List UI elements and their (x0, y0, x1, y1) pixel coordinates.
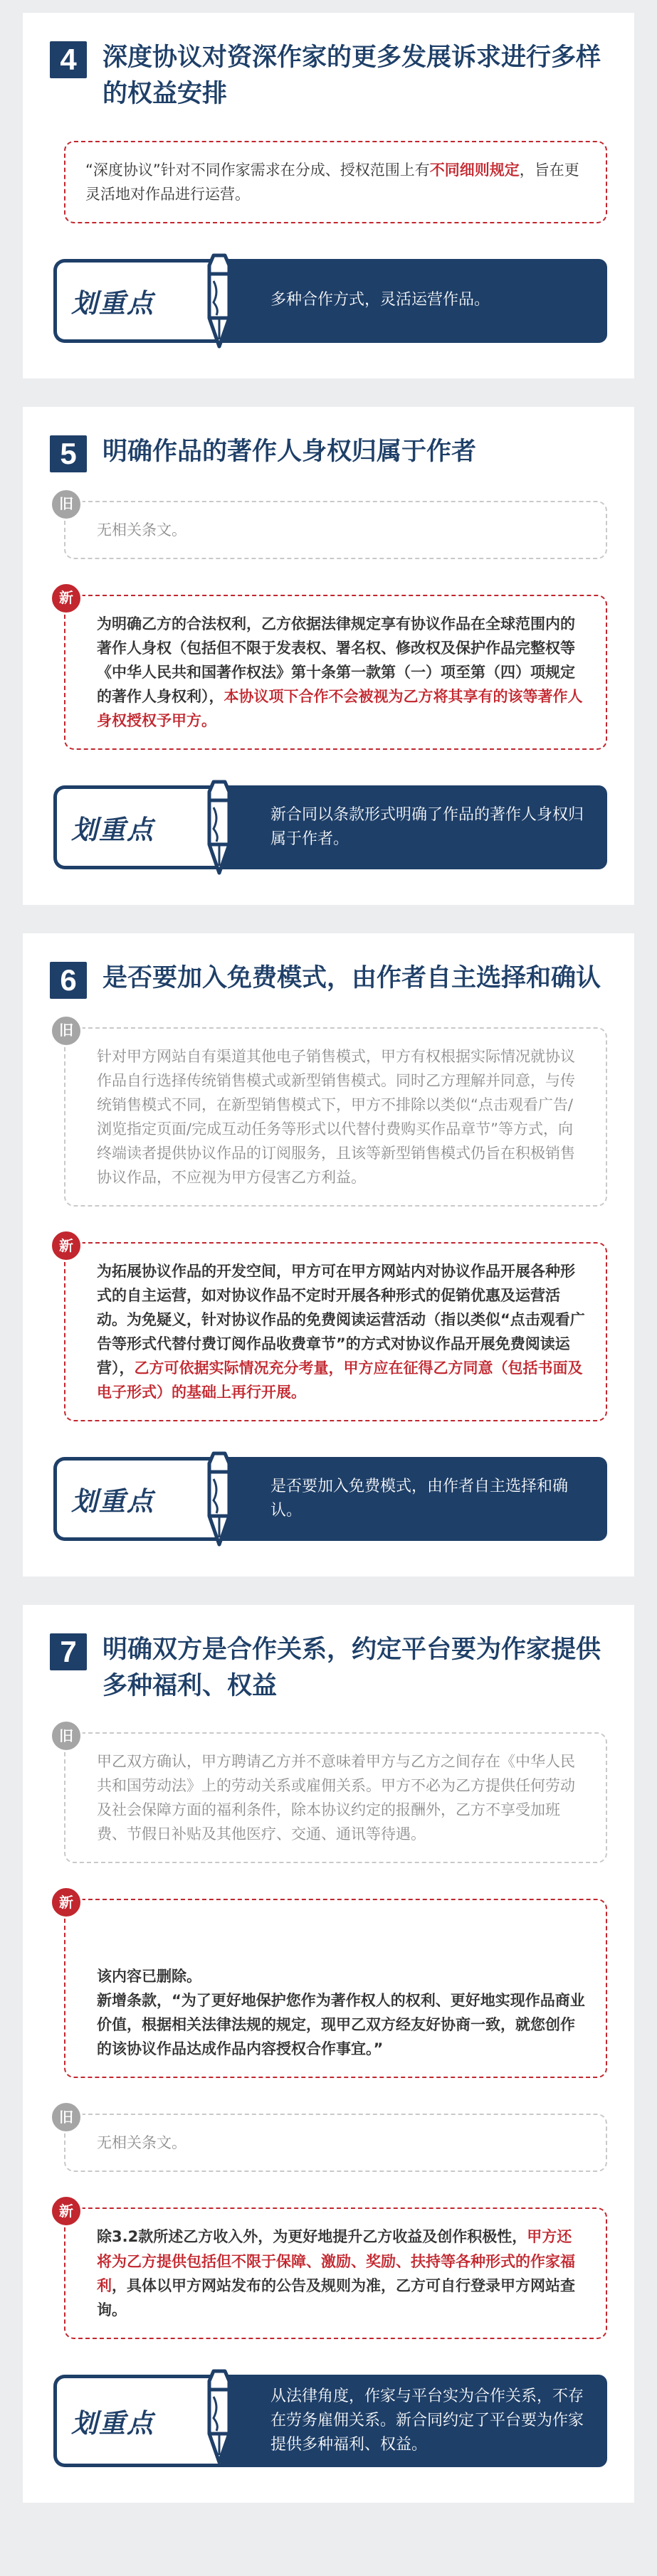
old-clause-box (59, 2109, 607, 2172)
pen-icon (192, 2368, 242, 2468)
key-point-banner (53, 785, 607, 869)
old-clause-text: 无相关条文。 (97, 521, 186, 539)
key-point-text: 新合同以条款形式明确了作品的著作人身权归属于作者。 (221, 785, 607, 869)
section-number: 5 (50, 435, 87, 472)
key-point-banner (53, 2375, 607, 2467)
new-clause-highlight: 乙方可依据实际情况充分考量，甲方应在征得乙方同意（包括书面及电子形式）的基础上再行开展。 (97, 1359, 583, 1401)
key-point-label-box (53, 2375, 221, 2467)
section-header (50, 40, 607, 112)
new-clause-text: 为明确乙方的合法权利，乙方依据法律规定享有协议作品在全球范围内的著作人身权（包括但不限于发表权、署名权、修改权及保护作品完整权等《中华人民共和国著作权法》第十条第一款第（一）项至第（四）项规定的著作人身权利）， (97, 615, 575, 705)
key-point-label: 划重点 (71, 814, 154, 845)
key-point-label-box (53, 1457, 221, 1541)
note-highlight: 不同细则规定 (429, 161, 520, 179)
new-clause-text: 除3.2款所述乙方收入外，为更好地提升乙方收益及创作积极性， (97, 2228, 527, 2246)
key-point-label: 划重点 (71, 1485, 154, 1517)
section-6-card (23, 933, 634, 1576)
section-number: 7 (50, 1633, 87, 1670)
section-header (50, 1632, 607, 1705)
section-number: 4 (50, 41, 87, 78)
old-clause-box (59, 1022, 607, 1207)
section-header (50, 434, 607, 472)
pen-icon (192, 1451, 242, 1550)
new-tag-badge: 新 (50, 1229, 83, 1262)
note-text-end: ，旨在更灵活地对作品进行运营。 (85, 161, 579, 203)
new-clause-text-end: ，具体以甲方网站发布的公告及规则为准，乙方可自行登录甲方网站查询。 (97, 2276, 575, 2318)
pen-icon (192, 253, 242, 352)
section-title: 是否要加入免费模式，由作者自主选择和确认 (103, 963, 601, 992)
new-tag-badge: 新 (50, 582, 83, 615)
old-clause-box (59, 495, 607, 559)
new-clause-box (59, 1894, 607, 2078)
new-clause-box (59, 1236, 607, 1421)
key-point-banner (53, 259, 607, 343)
new-clause-text: 为拓展协议作品的开发空间，甲方可在甲方网站内对协议作品开展各种形式的自主运营，如对协议作品不定时开展各种形式的促销优惠及运营活动。为免疑义，针对协议作品的免费阅读运营活动（指以类似“点击观看广告等形式代替付费订阅作品收费章节”的方式对协议作品开展免费阅读运营）， (97, 1262, 585, 1377)
old-clause-text: 无相关条文。 (97, 2134, 186, 2152)
key-point-text: 是否要加入免费模式，由作者自主选择和确认。 (221, 1457, 607, 1541)
section-5-card (23, 407, 634, 905)
key-point-text: 多种合作方式，灵活运营作品。 (221, 259, 607, 343)
old-tag-badge: 旧 (50, 1719, 83, 1752)
key-point-label-box (53, 785, 221, 869)
key-point-text: 从法律角度，作家与平台实为合作关系，不存在劳务雇佣关系。新合同约定了平台要为作家提供多种福利、权益。 (221, 2375, 607, 2467)
section-title: 明确双方是合作关系，约定平台要为作家提供多种福利、权益 (103, 1635, 601, 1700)
pen-icon (192, 779, 242, 879)
new-clause-highlight: 本协议项下合作不会被视为乙方将其享有的该等著作人身权授权予甲方。 (97, 687, 583, 729)
old-tag-badge: 旧 (50, 1014, 83, 1047)
new-tag-badge: 新 (50, 2195, 83, 2227)
new-clause-box (59, 589, 607, 750)
key-point-label-box (53, 259, 221, 343)
section-number: 6 (50, 962, 87, 999)
new-clause-text: 该内容已删除。 新增条款，“为了更好地保护您作为著作权人的权利、更好地实现作品商业价值，根据相关法律法规的规定，现甲乙双方经友好协商一致，就您创作的该协议作品达成作品内容授权合作事宜。” (97, 1968, 585, 2058)
old-clause-box (59, 1727, 607, 1863)
key-point-label: 划重点 (71, 287, 154, 319)
old-clause-text: 甲乙双方确认，甲方聘请乙方并不意味着甲方与乙方之间存在《中华人民共和国劳动法》上的劳动关系或雇佣关系。甲方不必为乙方提供任何劳动及社会保障方面的福利条件，除本协议约定的报酬外，乙方不享受加班费、节假日补贴及其他医疗、交通、通讯等待遇。 (97, 1753, 575, 1843)
new-tag-badge: 新 (50, 1886, 83, 1919)
section-title: 深度协议对资深作家的更多发展诉求进行多样的权益安排 (103, 43, 601, 108)
key-point-label: 划重点 (71, 2407, 154, 2439)
old-tag-badge: 旧 (50, 488, 83, 521)
section-7-card (23, 1605, 634, 2503)
old-tag-badge: 旧 (50, 2101, 83, 2134)
note-box (64, 141, 607, 223)
new-clause-box (59, 2203, 607, 2338)
section-4-card (23, 13, 634, 378)
section-header (50, 960, 607, 999)
section-title: 明确作品的著作人身权归属于作者 (103, 437, 477, 466)
new-clause-highlight: 甲方还将为乙方提供包括但不限于保障、激励、奖励、扶持等各种形式的作家福利 (97, 2228, 575, 2294)
note-text: “深度协议”针对不同作家需求在分成、授权范围上有 (85, 161, 430, 179)
old-clause-text: 针对甲方网站自有渠道其他电子销售模式，甲方有权根据实际情况就协议作品自行选择传统销售模式或新型销售模式。同时乙方理解并同意，与传统销售模式不同，在新型销售模式下，甲方不排除以类似“点击观看广告/浏览指定页面/完成互动任务等形式以代替付费购买作品章节”等方式，向终端读者提供协议作品的订阅服务，且该等新型销售模式仍旨在积极销售协议作品，不应视为甲方侵害乙方利益。 (97, 1047, 575, 1186)
key-point-banner (53, 1457, 607, 1541)
